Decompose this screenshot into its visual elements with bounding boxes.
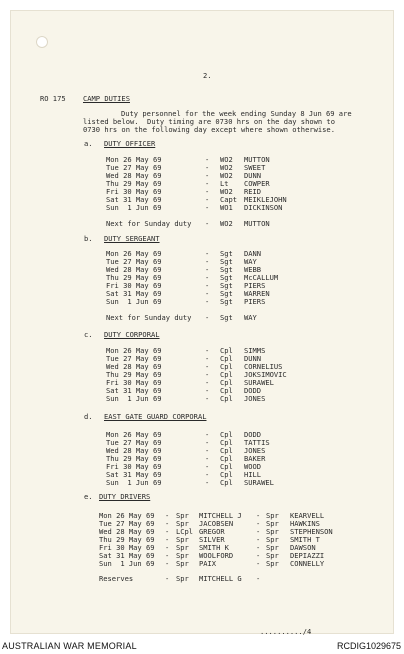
duty-cell: Cpl — [220, 470, 233, 479]
duty-cell: DICKINSON — [244, 203, 283, 212]
duty-cell: - — [205, 155, 210, 164]
reserves-cell: - — [165, 574, 170, 583]
driver-cell: - — [165, 559, 170, 568]
footer-record-id: RCDIG1029675 — [336, 641, 401, 651]
next-sunday-duty: MUTTON — [244, 219, 270, 228]
next-sunday-duty: Next for Sunday duty — [106, 219, 192, 228]
duty-cell: WEBB — [244, 265, 262, 274]
duty-cell: JOKSIMOVIC — [244, 370, 287, 379]
duty-cell: - — [205, 394, 210, 403]
duty-cell: Cpl — [220, 346, 233, 355]
driver-cell: LCpl — [176, 527, 194, 536]
duty-cell: WARREN — [244, 289, 270, 298]
duty-cell: Capt — [220, 195, 238, 204]
duty-cell: Fri 30 May 69 — [106, 187, 162, 196]
driver-cell: - — [256, 551, 261, 560]
duty-cell: Thu 29 May 69 — [106, 454, 162, 463]
driver-cell: CONNELLY — [290, 559, 325, 568]
duty-cell: Cpl — [220, 386, 233, 395]
duty-cell: Wed 28 May 69 — [106, 265, 162, 274]
duty-cell: - — [205, 195, 210, 204]
duty-cell: - — [205, 203, 210, 212]
duty-cell: Sun 1 Jun 69 — [106, 394, 162, 403]
driver-cell: Fri 30 May 69 — [99, 543, 155, 552]
driver-cell: DAWSON — [290, 543, 316, 552]
duty-cell: - — [205, 454, 210, 463]
driver-cell: - — [256, 535, 261, 544]
duty-cell: WAY — [244, 257, 257, 266]
driver-cell: Sat 31 May 69 — [99, 551, 155, 560]
duty-cell: Cpl — [220, 378, 233, 387]
driver-cell: Spr — [266, 543, 279, 552]
reserves-cell: MITCHELL G — [199, 574, 242, 583]
duty-cell: PIERS — [244, 281, 266, 290]
intro-line: listed below. Duty timing are 0730 hrs on the day shown to — [83, 117, 335, 126]
driver-cell: Spr — [176, 543, 189, 552]
duty-cell: Wed 28 May 69 — [106, 362, 162, 371]
driver-cell: HAWKINS — [290, 519, 320, 528]
duty-cell: Sgt — [220, 289, 233, 298]
duty-cell: Cpl — [220, 454, 233, 463]
duty-cell: Sat 31 May 69 — [106, 470, 162, 479]
duty-cell: DODD — [244, 386, 262, 395]
driver-cell: - — [165, 511, 170, 520]
driver-cell: Sun 1 Jun 69 — [99, 559, 155, 568]
driver-cell: - — [256, 543, 261, 552]
driver-cell: - — [165, 535, 170, 544]
driver-cell: Spr — [176, 535, 189, 544]
intro-line: Duty personnel for the week ending Sunday 8 Jun 69 are — [121, 109, 352, 118]
section-heading: DUTY SERGEANT — [104, 234, 160, 243]
next-sunday-duty: WAY — [244, 313, 257, 322]
driver-cell: - — [165, 543, 170, 552]
duty-cell: TATTIS — [244, 438, 270, 447]
driver-cell: Spr — [266, 519, 279, 528]
duty-cell: Sat 31 May 69 — [106, 289, 162, 298]
duty-cell: Cpl — [220, 430, 233, 439]
duty-cell: - — [205, 438, 210, 447]
duty-cell: - — [205, 257, 210, 266]
next-sunday-duty: - — [205, 313, 210, 322]
driver-cell: Mon 26 May 69 — [99, 511, 155, 520]
section-letter: e. — [84, 492, 93, 501]
duty-cell: CORNELIUS — [244, 362, 283, 371]
section-heading: DUTY CORPORAL — [104, 330, 160, 339]
reserves-cell: - — [256, 574, 261, 583]
driver-cell: - — [256, 527, 261, 536]
driver-cell: WOOLFORD — [199, 551, 234, 560]
order-reference: RO 175 — [40, 94, 66, 103]
duty-cell: - — [205, 297, 210, 306]
duty-cell: COWPER — [244, 179, 270, 188]
page-number: 2. — [203, 71, 212, 80]
reserves-cell: Spr — [176, 574, 189, 583]
duty-cell: - — [205, 446, 210, 455]
continuation-mark: ........../4 — [260, 627, 312, 636]
duty-cell: Sgt — [220, 297, 233, 306]
duty-cell: SURAWEL — [244, 478, 274, 487]
duty-cell: MEIKLEJOHN — [244, 195, 287, 204]
duty-cell: SIMMS — [244, 346, 266, 355]
section-heading: EAST GATE GUARD CORPORAL — [104, 412, 207, 421]
driver-cell: - — [165, 519, 170, 528]
duty-cell: Tue 27 May 69 — [106, 354, 162, 363]
duty-cell: - — [205, 462, 210, 471]
section-letter: d. — [84, 412, 93, 421]
duty-cell: - — [205, 163, 210, 172]
driver-cell: - — [256, 519, 261, 528]
driver-cell: Spr — [176, 551, 189, 560]
duty-cell: DUNN — [244, 171, 262, 180]
duty-cell: Mon 26 May 69 — [106, 346, 162, 355]
duty-cell: - — [205, 187, 210, 196]
driver-cell: Thu 29 May 69 — [99, 535, 155, 544]
driver-cell: PAIX — [199, 559, 217, 568]
punch-hole — [36, 36, 48, 48]
duty-cell: - — [205, 354, 210, 363]
duty-cell: - — [205, 289, 210, 298]
duty-cell: Thu 29 May 69 — [106, 179, 162, 188]
duty-cell: DANN — [244, 249, 262, 258]
driver-cell: JACOBSEN — [199, 519, 234, 528]
duty-cell: Sun 1 Jun 69 — [106, 297, 162, 306]
duty-cell: WOOD — [244, 462, 262, 471]
driver-cell: KEARVELL — [290, 511, 325, 520]
duty-cell: Sgt — [220, 265, 233, 274]
duty-cell: MUTTON — [244, 155, 270, 164]
duty-cell: Fri 30 May 69 — [106, 281, 162, 290]
next-sunday-duty: Sgt — [220, 313, 233, 322]
duty-cell: - — [205, 281, 210, 290]
duty-cell: - — [205, 179, 210, 188]
driver-cell: Spr — [266, 527, 279, 536]
driver-cell: Spr — [266, 535, 279, 544]
driver-cell: Spr — [176, 559, 189, 568]
duty-cell: Cpl — [220, 362, 233, 371]
duty-cell: Cpl — [220, 478, 233, 487]
duty-cell: Sat 31 May 69 — [106, 386, 162, 395]
duty-cell: WO2 — [220, 155, 233, 164]
duty-cell: Sgt — [220, 273, 233, 282]
duty-cell: Sun 1 Jun 69 — [106, 478, 162, 487]
duty-cell: JONES — [244, 446, 266, 455]
driver-cell: Spr — [266, 559, 279, 568]
duty-cell: - — [205, 249, 210, 258]
duty-cell: - — [205, 478, 210, 487]
intro-line: 0730 hrs on the following day except where shown otherwise. — [83, 125, 335, 134]
driver-cell: SILVER — [199, 535, 225, 544]
duty-cell: DUNN — [244, 354, 262, 363]
next-sunday-duty: Next for Sunday duty — [106, 313, 192, 322]
section-title: CAMP DUTIES — [83, 94, 130, 103]
duty-cell: Sgt — [220, 257, 233, 266]
duty-cell: REID — [244, 187, 262, 196]
duty-cell: - — [205, 370, 210, 379]
driver-cell: Tue 27 May 69 — [99, 519, 155, 528]
duty-cell: - — [205, 430, 210, 439]
duty-cell: BAKER — [244, 454, 266, 463]
duty-cell: - — [205, 386, 210, 395]
duty-cell: Cpl — [220, 462, 233, 471]
duty-cell: Wed 28 May 69 — [106, 171, 162, 180]
duty-cell: Tue 27 May 69 — [106, 438, 162, 447]
duty-cell: JONES — [244, 394, 266, 403]
driver-cell: - — [165, 527, 170, 536]
duty-cell: - — [205, 346, 210, 355]
driver-cell: - — [256, 511, 261, 520]
reserves-cell: Reserves — [99, 574, 134, 583]
duty-cell: Cpl — [220, 446, 233, 455]
duty-cell: - — [205, 362, 210, 371]
driver-cell: Spr — [176, 519, 189, 528]
duty-cell: Cpl — [220, 394, 233, 403]
duty-cell: Sgt — [220, 249, 233, 258]
duty-cell: - — [205, 273, 210, 282]
duty-cell: Cpl — [220, 370, 233, 379]
duty-cell: - — [205, 171, 210, 180]
duty-cell: Cpl — [220, 438, 233, 447]
driver-cell: Wed 28 May 69 — [99, 527, 155, 536]
duty-cell: DODD — [244, 430, 262, 439]
duty-cell: Thu 29 May 69 — [106, 370, 162, 379]
section-heading: DUTY DRIVERS — [99, 492, 151, 501]
driver-cell: - — [165, 551, 170, 560]
duty-cell: SWEET — [244, 163, 266, 172]
duty-cell: Fri 30 May 69 — [106, 378, 162, 387]
duty-cell: McCALLUM — [244, 273, 279, 282]
duty-cell: Tue 27 May 69 — [106, 257, 162, 266]
duty-cell: Sgt — [220, 281, 233, 290]
driver-cell: DEPIAZZI — [290, 551, 325, 560]
duty-cell: WO1 — [220, 203, 233, 212]
duty-cell: - — [205, 470, 210, 479]
next-sunday-duty: - — [205, 219, 210, 228]
duty-cell: Lt — [220, 179, 229, 188]
duty-cell: WO2 — [220, 171, 233, 180]
driver-cell: Spr — [266, 511, 279, 520]
driver-cell: STEPHENSON — [290, 527, 333, 536]
duty-cell: Sun 1 Jun 69 — [106, 203, 162, 212]
section-heading: DUTY OFFICER — [104, 139, 156, 148]
driver-cell: - — [256, 559, 261, 568]
duty-cell: Mon 26 May 69 — [106, 155, 162, 164]
duty-cell: - — [205, 378, 210, 387]
driver-cell: Spr — [266, 551, 279, 560]
duty-cell: SURAWEL — [244, 378, 274, 387]
section-letter: b. — [84, 234, 93, 243]
duty-cell: Tue 27 May 69 — [106, 163, 162, 172]
next-sunday-duty: WO2 — [220, 219, 233, 228]
duty-cell: Mon 26 May 69 — [106, 430, 162, 439]
section-letter: a. — [84, 139, 93, 148]
duty-cell: Mon 26 May 69 — [106, 249, 162, 258]
duty-cell: WO2 — [220, 187, 233, 196]
duty-cell: PIERS — [244, 297, 266, 306]
section-letter: c. — [84, 330, 93, 339]
duty-cell: Sat 31 May 69 — [106, 195, 162, 204]
driver-cell: SMITH K — [199, 543, 229, 552]
duty-cell: Cpl — [220, 354, 233, 363]
duty-cell: Fri 30 May 69 — [106, 462, 162, 471]
driver-cell: GREGOR — [199, 527, 225, 536]
duty-cell: Wed 28 May 69 — [106, 446, 162, 455]
footer-archive-name: AUSTRALIAN WAR MEMORIAL — [2, 641, 137, 651]
driver-cell: MITCHELL J — [199, 511, 242, 520]
driver-cell: SMITH T — [290, 535, 320, 544]
duty-cell: HILL — [244, 470, 262, 479]
duty-cell: WO2 — [220, 163, 233, 172]
duty-cell: Thu 29 May 69 — [106, 273, 162, 282]
driver-cell: Spr — [176, 511, 189, 520]
duty-cell: - — [205, 265, 210, 274]
